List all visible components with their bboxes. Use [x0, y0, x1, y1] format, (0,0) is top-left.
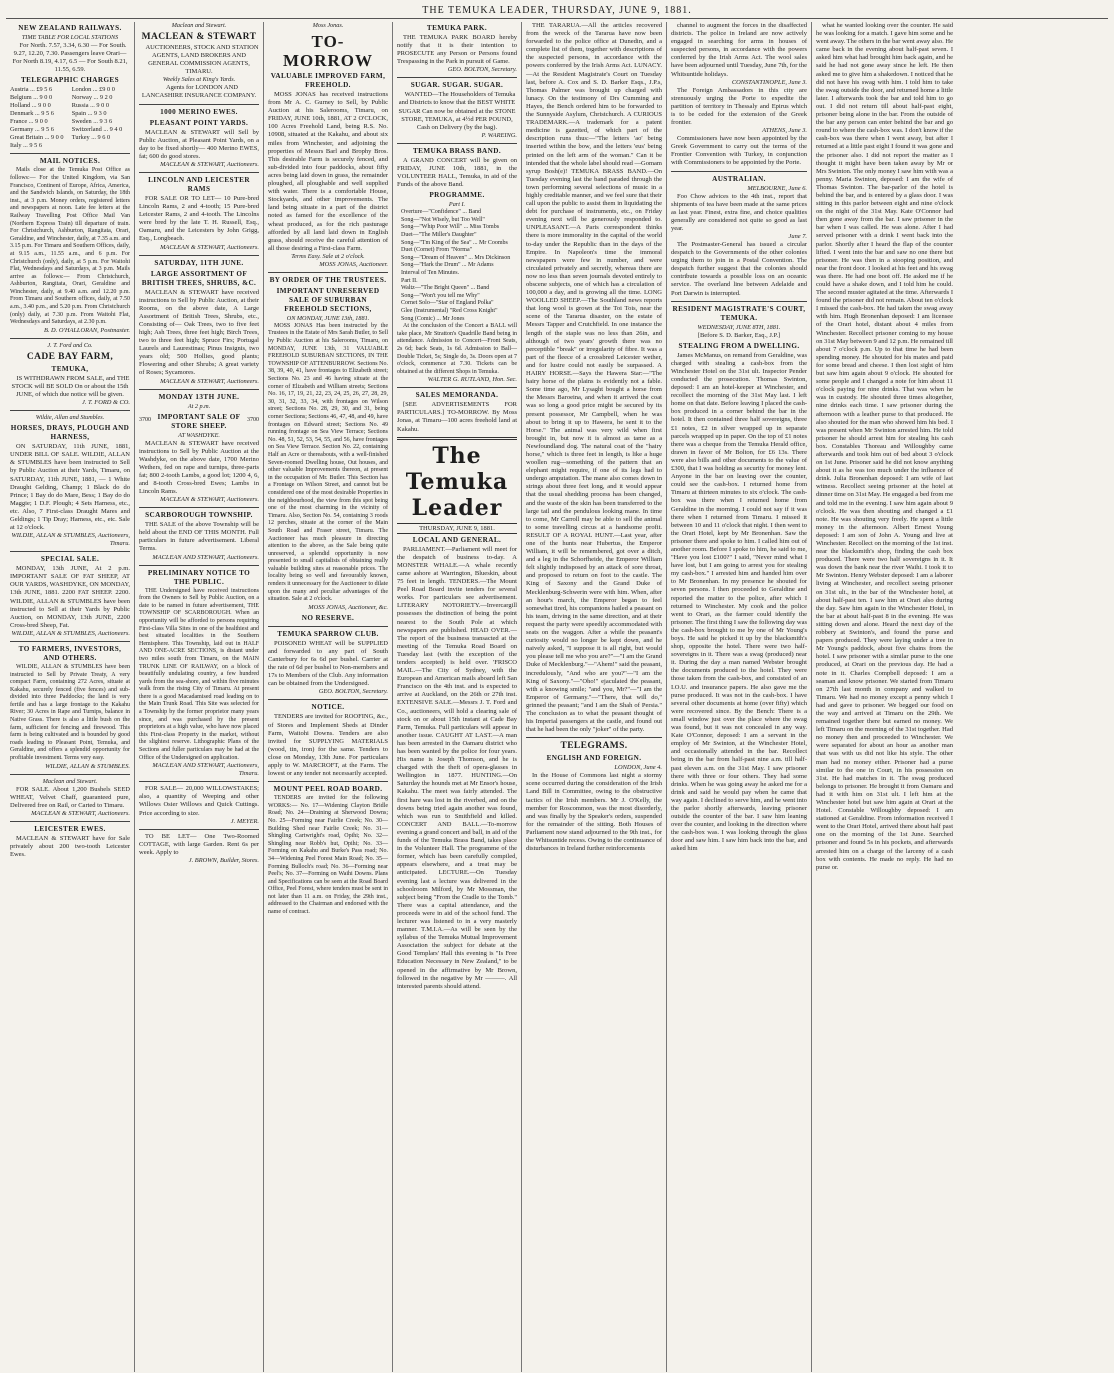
shrubs-text: MACLEAN & STEWART have received instructions to Sell by Public Auction, at their Rooms, on the above date, A Large Assortment of British Trees, Shrubs, etc., Consisting of— Oak Trees, two to five feet high; Ash Trees, three feet high; Birch Trees, two to three feet high; Spruce Firs; Portugal Laurels and Laurestinas; Pinus Insignis, two years old; 500 Hollies, good plants; Flowering and other Shrubs; A great variety of Roses; Sycamores. — [139, 288, 259, 377]
suburban-signature: MOSS JONAS, Auctioneer, &c. — [308, 603, 388, 611]
park-signature: GEO. BOLTON, Secretary. — [447, 66, 517, 74]
store-title: IMPORTANT SALE OF STORE SHEEP. — [157, 412, 241, 430]
saturday-title: SATURDAY, 11TH JUNE. — [154, 258, 244, 267]
telegraph-cell: London ... £9 0 0 — [71, 86, 115, 94]
merino-text: MACLEAN & STEWART will Sell by Public Auction, at Pleasant Point Yards, on a day to be fixed shortly— 400 Merino EWES, fat; 600 do good stores. — [139, 128, 259, 160]
program-list — [397, 209, 517, 323]
band-title: TEMUKA BRASS BAND. — [412, 146, 502, 155]
trustees-title: BY ORDER OF THE TRUSTEES. — [269, 275, 387, 284]
telegraph-cell — [72, 142, 130, 150]
telegraph-cell: Spain ... 9 3 0 — [71, 110, 107, 118]
willow-text: FOR SALE— 20,000 WILLOWSTAKES; also, a quantity of Weeping and other Willows Osier Willows and Quick Cuttings. Price according to size. — [139, 785, 259, 817]
telegraph-cell: Italy ... 9 5 6 — [10, 142, 43, 150]
athens-dateline: ATHENS, June 3. — [762, 127, 807, 135]
telegraph-row — [10, 102, 130, 110]
telegraph-cell: Austria ... £9 5 6 — [10, 86, 53, 94]
telegrams-title: TELEGRAMS. — [560, 741, 628, 752]
telegraph-cell: Denmark ... 9 5 6 — [10, 110, 54, 118]
col6-text: channel to augment the forces in the disaffected districts. The police in Ireland are now actively engaged in searching for arms in houses of suspected persons, in accordance with the powers conferred by the Irish Arms Act. The wool sales have been adjourned until Tuesday, June 7th, for the Whitsuntide holidays. — [671, 22, 807, 78]
column-6 — [667, 22, 812, 1372]
horses-title: HORSES, DRAYS, PLOUGH AND HARNESS, — [10, 424, 130, 442]
lincoln-text: FOR SALE OR TO LET— 10 Pure-bred Lincoln Rams, 2 and 4-tooth; 15 Pure-bred Leicester Rams, 2 and 4-tooth. The Lincolns were bred by the late T. H. Russell, Esq., Oamaru, and the Leicesters by John Grigg, Esq., Longbeach. — [139, 194, 259, 243]
notice-title: NOTICE. — [311, 703, 345, 712]
notice-text: TENDERS are invited for ROOFING, &c., of Stores and Implement Sheds at Dinder Farm, Waitohi Downs. Tenders are also invited for SUPPLYING MATERIALS (wood, tin, iron) for the same. Tenders to close on Monday, 13th June. For particulars apply to W. MARCROFT, at the Farm. The lowest or any tender not necessarily accepted. — [268, 713, 388, 778]
telegraph-row — [10, 134, 130, 142]
telegraph-cell: Switzerland ... 9 4 0 — [71, 126, 123, 134]
mail-title: MAIL NOTICES. — [39, 157, 101, 166]
cons-text: The Foreign Ambassadors in this city are strenuously urging the Porte to expedite the partition of territory in Thessaly and Epirus which is to be ceded for the extension of the Greek frontier. — [671, 86, 807, 127]
forsale-text: FOR SALE. About 1,200 Bushels SEED WHEAT, Velvet Chaff, guaranteed pure, Delivered free on Rail, or Carted to Timaru. — [10, 785, 130, 809]
fordco-head: J. T. Ford and Co. — [47, 341, 93, 349]
merino-title: 1000 MERINO EWES. — [160, 107, 238, 116]
lincoln-title: LINCOLN AND LEICESTER RAMS — [148, 175, 250, 193]
col3-head: Moss Jonas. — [312, 22, 344, 29]
program-item: Duet (Cornet) From "Norma" — [401, 247, 473, 254]
athens-text: Commissioners have now been appointed by the Greek Government to carry out the terms of the Frontier Convention with Turkey, in conjunction with Commissioners to be appointed by the Porte. — [671, 135, 807, 167]
mtpeel-title: MOUNT PEEL ROAD BOARD. — [273, 785, 383, 794]
club-signature: GEO. BOLTON, Secretary. — [318, 688, 388, 696]
shrubs-title: LARGE ASSORTMENT OF BRITISH TREES, SHRUBS, &C. — [141, 269, 257, 287]
washdyke: AT WASHDYKE. — [178, 431, 220, 439]
farm-text: MOSS JONAS has received instructions from Mr A. C. Gurney to Sell, by Public Auction at his Salerooms, Timaru, on FRIDAY, JUNE 10th, 1881, AT 2 O'CLOCK, 100 Acres Freehold Land, being R.S. No. 10908, situated at the Kakahu, and about six miles from Winchester, and adjoining the properties of Messrs Barl and Brophy Bros. This desirable Farm is securely fenced, and sub-divided into four paddocks, about fifty acres being laid down in grass, the remainder ploughed, all ploughable and well supplied with water. There is a comfortable House, Stockyards, and other improvements. The land being situate in a part of the district noted as famed for the excellence of the wheat produced, as for the rich pasturage afforded by all land laid down in English grass, should receive the careful attention of all those desiring a First-class Farm. — [268, 91, 388, 252]
columns — [6, 22, 1108, 1372]
mail-text: Mails close at the Temuka Post Office as follows:— For the United Kingdom, via San Francisco, Continent of Europe, Africa, America, and the Sandwich Islands, on Saturday, the 18th inst., at 3 p.m. Money orders, registered letters and newspapers at noon. Late fee letters at the Railway Travelling Post Office Mail Van (Northern Express Train) till departure of train. For Christchurch, Ashburton, Rangitata, Orari, Geraldine, and Winchester, daily, at 7.35 a.m. and 3.15 p.m. For Timaru and Southern Offices, daily, at 9.15 a.m., 11.55 a.m., and 6 p.m. For Christchurch (only), daily, at 5 p.m. For Waitohi Flat, Wednesdays and Saturdays, at 3 p.m. Mails arrive as follows:— From Christchurch, Ashburton, Rangitata, Orari, Geraldine and Winchester, daily, at 9.40 a.m. and 12.20 p.m. From Timaru and Southern offices, daily, at 7.50 a.m., 3.40 p.m., and 5.20 p.m. From Christchurch (only) daily, at 7.30 p.m. From Waitohi Flat, Wednesdays and Saturdays, at 2.30 p.m. — [10, 167, 130, 326]
mtpeel-text: TENDERS are invited for the following WORKS:— No. 17—Widening Clayton Bridle Road; No. 24—Draining at Sherwood Downs; No. 25—Forming near Fairlie Creek; No. 30—Building Shed near Fairlie Creek; No. 31—Shingling Cartwright's road, Opihi; No. 32—Shingling near Robb's hut, Opihi; No. 33—Forming on Kakahu and Burke's Pass road; No. 34—Widening Peel Forest Main Road; No. 35—Forming Bulloch's road; No. 36—Forming near Peel's; No. 37—Forming on Waihi Downs. Plans and Specifications can be seen at the Road Board Office, Peel Forest, where tenders must be sent in not later than 11 a.m. on Friday, the 29th inst., addressed to the Chairman and endorsed with the name of contract. — [268, 795, 388, 916]
park-text: THE TEMUKA PARK BOARD hereby notify that it is their intention to PROSECUTE any Person or Persons found Trespassing in the Park in pursuit of Game. — [397, 34, 517, 66]
park-title: TEMUKA PARK. — [426, 24, 488, 32]
program-item: Interval of Ten Minutes. — [401, 269, 460, 276]
scar-signature: MACLEAN AND STEWART, Auctioneers. — [152, 553, 259, 561]
merino-signature: MACLEAN & STEWART, Auctioneers. — [160, 160, 259, 168]
court-case: STEALING FROM A DWELLING. — [678, 341, 800, 350]
no-reserve: NO RESERVE. — [301, 613, 355, 622]
band-text: A GRAND CONCERT will be given on FRIDAY, JUNE 10th, 1881, in the VOLUNTEER HALL, Temuka, in aid of the Funds of the above Band. — [397, 156, 517, 189]
railways-sub: TIME TABLE FOR LOCAL STATIONS — [21, 34, 119, 41]
program-item: Song—"Whip Poor Will" ... Miss Tombs — [401, 224, 500, 231]
railways-title: NEW ZEALAND RAILWAYS. — [18, 24, 122, 32]
program-item: Song (Comic) ... Mr Jones — [401, 315, 465, 322]
prelim-signature: MACLEAN AND STEWART, Auctioneers, Timaru. — [152, 762, 259, 778]
forsale-signature: MACLEAN & STEWART, Auctioneers. — [31, 809, 130, 817]
program-item: Song—"Dream of Heaven" ... Mrs Dickinson — [401, 254, 511, 261]
program-item: Overture—"Confidence" ... Band — [401, 209, 482, 216]
tomorrow-title: TO-MORROW — [282, 32, 374, 70]
farm-signature: MOSS JONAS, Auctioneer. — [319, 260, 388, 268]
program-item: Cornet Solo—"Star of England Polka" — [401, 300, 494, 307]
column-2 — [135, 22, 264, 1372]
shrubs-signature: MACLEAN & STEWART, Auctioneers. — [160, 377, 259, 385]
sugar-text: WANTED—The Householders of Temuka and Districts to know that the BEST WHITE SUGAR Can now be obtained at the STONE STORE, TEMUKA, at 4½d PER POUND, Cash on Delivery (by the bag). — [398, 91, 516, 131]
court-date: WEDNESDAY, JUNE 8TH, 1881. — [697, 323, 781, 331]
leicester-title: LEICESTER EWES. — [34, 824, 106, 833]
farmers-title: TO FARMERS, INVESTORS, AND OTHERS. — [18, 644, 122, 662]
issue-date: THURSDAY, JUNE 9, 1881. — [397, 523, 517, 534]
australian-title: AUSTRALIAN. — [712, 174, 766, 183]
program-item: Song—"Hark the Drum" ... Mr Adams — [401, 262, 494, 269]
horses-text: ON SATURDAY, 11th JUNE, 1881, UNDER BILL OF SALE. WILDIE, ALLAN & STUMBLES have been instructed to Sell by Public Auction at their Yards, Timaru, on SATURDAY, 11th JUNE, 1881, — 1 White Draught Gelding, Champ; 1 Black do do Prince; 1 Bay do do Mare, Bess; 1 Bay do do Maggie; 1 D.F. Plough; 4 Sets Harness, etc., etc. Also, 7 First-class Draught Mares and Geldings; 1 Tip Dray; Harness, etc., etc. Sale at 12 o'clock. — [10, 443, 130, 532]
local-text: PARLIAMENT.—Parliament will meet for the despatch of business to-day. A MONSTER WHALE.—A whale recently came ashore at Warrington, Blueskin, about 75 feet in length. TENDERS.—The Mount Peel Road Board invite tenders for several works. For particulars see advertisement. LITERARY NOTORIETY.—Invercargill possesses the distinction of being the point nearest to the South Pole at which newspapers are published. HEAD OVER.—The report of the business transacted at the meeting of the Temuka Road Board on Tuesday last (with the exception of the tenders accepted) is held over. 'FRISCO MAIL.—The City of Sydney, with the European and American mails aboard left San Francisco on the 4th inst. and is expected to arrive at Auckland, on the 26th or 27th inst. EXTENSIVE SALE.—Messrs J. T. Ford and Co., auctioneers, will hold a clearing sale of stock on or about 15th instant at Cade Bay Farm, Temuka. Full particulars will appear in another issue. CAUGHT AT LAST.—A man has been arrested in the Oamaru district who has been wanted by the police for four years. His name is Joseph Thomson, and he is charged with the theft of opera-glasses in Wellington in 1877. HUNTING.—On Saturday the hounds met at Mr Ensor's house, Kakahu. The meet was fairly attended. The first hare was lost in the riverbed, and on the downs being tried again another was found, which was run to Smithfield and killed. CONCERT AND BALL.—To-morrow evening a grand concert and ball, in aid of the funds of the Temuka Brass Band, takes place in the Volunteer Hall. The programme of the former, which has been carefully compiled, appears elsewhere, and a treat may be anticipated. LECTURE.—On Tuesday evening last a lecture was delivered in the schoolroom Milford, by Mr Mossman, the subject being "From the Cradle to the Tomb." There was a capital attendance, and the proceeds were in aid of the school fund. The lecturer was listened to in a very masterly manner. T.M.I.A.—As will be seen by the syllabus of the Temuka Mutual Improvement Association the subject for debate at the Good Templars' Hall this evening is "Is Free Education Necessary in New Zealand," to be opened in the affirmative by Mr Brown, followed in the negative by Mr ———. All interested parents should attend. — [397, 545, 517, 990]
program-item: Duet—"The Miller's Daughter" — [401, 232, 477, 238]
farm-terms: Terms Easy. Sale at 2 o'clock. — [291, 252, 365, 260]
telegraph-cell: Germany ... 9 5 6 — [10, 126, 54, 134]
special-signature: WILDIE, ALLAN & STUMBLES, Auctioneers. — [11, 629, 130, 637]
railways-text: For North. 7.57, 3.34, 6.30 — For South. 9.27, 12.20, 7.30. Passengers leave Orari— For North 8.19, 4.17, 6.5 — For South 8.21, 11.55, 6.59. — [12, 42, 128, 74]
telegraph-row — [10, 118, 130, 126]
cade-signature: J. T. FORD & CO. — [82, 399, 130, 407]
cade-title: CADE BAY FARM, — [26, 351, 114, 362]
cade-sub: TEMUKA, — [51, 364, 89, 373]
cade-text: IS WITHDRAWN FROM SALE, and THE STOCK will BE SOLD On or about the 15th JUNE, of which due notice will be given. — [11, 374, 130, 399]
lincoln-signature: MACLEAN & STEWART, Auctioneers. — [160, 243, 259, 251]
sales-text: [SEE ADVERTISEMENTS FOR PARTICULARS.] TO-MORROW. By Moss Jonas, at Timaru—100 acres freehold land at Kakahu. — [397, 401, 517, 433]
club-text: POISONED WHEAT will be SUPPLIED and forwarded to any part of South Canterbury for 6s 6d per bushel. Carrier at the rate of 6d per bushel to Non-members and 17s to Members of the Club. Any information can be obtained from the Undersigned. — [268, 639, 388, 688]
horses-signature: WILDIE, ALLAN & STUMBLES, Auctioneers, Timaru. — [11, 532, 130, 548]
program-item: Song—"Not Wisely, but Too Well" — [401, 216, 485, 223]
court-before: [Before S. D. Barker, Esq., J.P.] — [697, 331, 781, 339]
special-title: SPECIAL SALE. — [40, 555, 100, 564]
store-heading-row — [139, 411, 259, 432]
column-1 — [6, 22, 135, 1372]
court-text: James McManus, on remand from Geraldine, was charged with stealing a cash-box from the Winchester Hotel on the 31st ult. Inspector Pender conducted the prosecution. Thomas Swinton, deposed: I am an hotel-keeper at Winchester, and recollect the morning of the 31st May last. I left home on that date. Before leaving I placed the cash-box produced in a corner behind the bar in the hotel. It then contained three half sovereigns, three £1 notes, £2 in silver wrapped up in separate parcels wrapped up in paper. On the top of £1 notes there was a cheque from the Temuka Herald office, drawn in favor of Mr Bolton, for £6 13s. There were also bills and other documents to the value of £300, that I was holding as security for money lent. Anyone in the bar on leaving over the counter, could see the cash-box. I returned home from Timaru at thirteen minutes to six o'clock. The cash-box was there when I returned home from Geraldine in the morning. I could not say if it was there when I returned from Timaru. I missed it between 10 and 11 o'clock that night. I then went to the Orari Hotel, kept by Mr Bronenhan. Saw the prisoner there and spoke to him. I called him out of another room. Before I spoke to him, he said to me, "Have you lost £100?" I said, "Never mind what I have lost, but I am going to arrest you for stealing my cash-box." I arrested him and handed him over to Mr Bronenhan. In my presence he shouted for seven persons. I then proceeded to Geraldine and reported the matter to the police, after which I returned to Winchester. My cook and the police went to Orari, as the farmer could identify the prisoner. The first thing I saw the following day was the cash-box brought to me by one of Mr Young's boys. He said he picked it up by the blacksmith's shop, opposite the hotel. There were two half-sovereigns in it. There was a swag (produced) near it. During the day a man named Webster brought the documents produced to the hotel. They were those taken from the cash-box, and consisted of an I.O.U. and insurance papers. He also gave me the purse produced. It was not in the cash-box. I have several other documents at home (over fifty) which were recovered since. By the Bench: There is a small window just over the place where the swag was found, but it was not concealed in any way. Kate O'Connor, deposed: I am a servant in the employ of Mr Swinton, at the Winchester Hotel, and occasionally attended in the bar. Recollect being in the bar from half-past nine a.m. till half-past eleven a.m. on the 31st May. I saw prisoner there with three or four others. They had some drinks. When he was going away he asked me for a drink and said he would pay when he came that way again. I declined to serve him, and he went into the parlor shortly afterwards, leaving prisoner outside the counter of the bar. I saw him leaning over the counter, and looking in the direction where the cash-box was. I was looking through the glass door and saw him. I saw him back into the bar, and asked him — [671, 351, 807, 853]
melbourne-dateline: MELBOURNE, June 6. — [747, 184, 807, 192]
tomorrow-sub: VALUABLE IMPROVED FARM, FREEHOLD. — [270, 72, 386, 89]
band-note: At the conclusion of the Concert a BALL will take place, Mr Stratton's Quadrille Band being in attendance. Admission to Concert—Front Seats, 2s 6d; back Seats, 1s 6d. Admission to Ball—Double Ticket, 5s; Single do, 3s. Doors open at 7 o'clock, commence at 7.30. Tickets can be obtained at the different Shops in Temuka. — [397, 323, 517, 375]
scar-text: THE SALE of the above Township will be held about the END OF THIS MONTH. Full particulars in future advertisement. Liberal Terms. — [139, 521, 259, 553]
sugar-signature: P. WAREING. — [481, 131, 517, 139]
masthead: The Temuka Leader — [405, 442, 509, 521]
telegraph-cell: Sweden ... 9 3 6 — [71, 118, 113, 126]
telegraph-row — [10, 94, 130, 102]
telegraph-cell: Belgium ... 9 0 0 — [10, 94, 53, 102]
monday-title: MONDAY 13TH JUNE. — [158, 392, 240, 401]
suburban-text: MOSS JONAS Has been instructed by the Trustees in the Estate of Mrs Sarah Butler, to Sell by Public Auction at his Salerooms, Timaru, on MONDAY, JUNE 13th, 31 VALUABLE FREEHOLD SUBURBAN SECTIONS, IN THE TOWNSHIP OF ATTENBURROW. Sections No. 38, 39, 40, 41, have frontages to Elizabeth street; Sections No. 23 and 46 having situate at the corner of Elizabeth and William streets; Sections No. 16, 17, 19, 21, 22, 23, 24, 25, 26, 27, 28, 29, 30, 31, 32, 33, 34, with frontages on Wilson street; Sections No. 28, 29, 30, and 31, being corner Sections; Sections 46, 47, 48, and 49, have frontages on Edward street; Sections No. 49 running frontage on Sea View Terrace; Sections No. 48, 51, 52, 53, 54, 55, and 56, have frontages on Sea View Terrace. Section No. 22, containing Half an Acre or thereabouts, with a well-finished Seven-roomed Dwelling house, Out houses, and other valuable Improvements thereon, at present in the occupation of Mr. Butler. This Section has a Frontage on Wilson Street, and cannot but be considered one of the most desirable Properties in the neighbourhood, the view from this spot being one of the most charming in the vicinity of Timaru. Also, Section No. 54, containing 3 roods 12 perches, situate at the corner of the Main South Road and Fraser street, Timaru. The Auctioneer has much pleasure in directing attention to the above, as the Sale being quite unreserved, a splendid opportunity is now presented to small capitalists of obtaining really valuable building sites at reasonable prices. The locality being so well and favourably known, renders it unnecessary for the Auctioneer to dilate upon the many and peculiar advantages of the situation. Sale at 2 o'clock. — [268, 322, 388, 603]
telegrams-text: In the House of Commons last night a stormy scene occurred during the consideration of the Irish Land Bill in Committee, owing to the obstructive tactics of the Irish members. Mr J. O'Kelly, the member for Roscommon, was the most disorderly, and was finally by the Speaker's orders, suspended for the remainder of the sitting. Both Houses of Parliament now stand adjourned to the 9th inst., for the Whitsuntide recess. Owing to the continuance of disturbances in Ireland further reinforcements — [526, 772, 662, 853]
telegraph-cell: Turkey ... 9 6 0 — [71, 134, 111, 142]
let-text: TO BE LET— One Two-Roomed COTTAGE, with large Garden. Rent 6s per week. Apply to — [139, 832, 259, 856]
melbourne-text: Foo Chow advices to the 4th inst., report that shipments of tea have been made at the same prices as last year. Finest, extra fine, and choice qualities generally are considered not quite so good as last year. — [671, 192, 807, 232]
june7-text: The Postmaster-General has issued a circular despatch to the Governments of the other colonies urging them to join in a Postal Convention. The despatch further suggest that the colonies should contribute towards a possible loss on an oceanic service. The overland line between Adelaide and Port Darwin is interrupted. — [671, 240, 807, 297]
suburban-title: IMPORTANT UNRESERVED SALE OF SUBURBAN FREEHOLD SECTIONS, — [276, 286, 380, 313]
running-head: THE TEMUKA LEADER, THURSDAY, JUNE 9, 1881. — [6, 4, 1108, 19]
col2-head: Maclean and Stewart. — [171, 22, 227, 29]
column-3 — [264, 22, 393, 1372]
willow-signature: J. MEYER. — [230, 817, 259, 825]
program-item: Part II. — [401, 277, 418, 284]
program-item: Song—"Tm King of the Sea" ... Mr Coombs — [401, 239, 508, 246]
column-4 — [393, 22, 522, 1372]
telegraph-cell: France ... 9 0 0 — [10, 118, 48, 126]
monday-time: At 2 p.m. — [187, 402, 211, 410]
scar-title: SCARBOROUGH TOWNSHIP. — [145, 511, 253, 520]
sugar-title: SUGAR. SUGAR. SUGAR. — [410, 81, 504, 90]
col7-text: what he wanted looking over the counter. He said he was looking for a match. I gave him some and he went away. The others in the bar went away also. He came back in the evening about half-past seven. I asked him what had brought him back again, and he said he had not gone away since he left. He then asked me to give him a shakedown. I noticed that he did not have his swag with him. I told him to take the swag outside the door, and returned home a little later. I afterwards took the bar and told him to go out. I did not return till about half-past eight, prisoner being alone in the bar. From the outside of the bar any person can enter behind the bar and go round to where the cash-box was. I don't know if the cash-box was there when I went away, but after I returned at a little past eight I found it was gone and the prisoner also. I did not report the matter as I thought it might have been taken away by Mr or Mrs Swinton. The only money I saw him with was a penny. Maria Swinton, deposed: I am the wife of Thomas Swinton. The bar-parlor of the hotel is behind the bar, and is entered by a glass door. I was sitting in this parlor between eight and nine o'clock on the night of the 31st May. Kate O'Connor had then gone away from the bar. I saw prisoner in the bar when I was called. He was alone. After I had served prisoner with a drink I went back into the parlor. Shortly after I heard the flap of the counter lifted. I went into the bar and saw no one there but prisoner. He was then in a stooping position, and near the front door. I looked at his feet and his swag was there. He had one boot off. He asked me if he could have a shake down, and I told him he could. The second muster agitated at the time. Afterwards I found the prisoner did not remain. About ten o'clock I missed the cash-box. He had taken the swag away with him. Hugh Bronenhan deposed: I am licensee of the Orari hotel, distant about 4 miles from Winchester. Recollect prisoner coming to my house on 31st May between 9 and 12 p.m. He remained till about 7 o'clock p.m. Up to that time he had been spending money. He shouted for his mates and paid for some bread and cheese. I then lost sight of him but saw him again about 9 o'clock. He shouted for some people and I changed a note for him about 11 o'clock paying for nine drinks. That was when he was in custody. He shouted three times altogether, nine drinks each time. I saw prisoner during the afternoon with a leather purse to that produced. He also shouted for the man who showed him his bed. I was present when Mr Swinton arrested him. He told prisoner he should arrest him for stealing his cash box. Constables Thoreau and Willoughby came afterwards and took him out of bed about 3 o'clock on 1st June. Prisoner said he did not know anything about it as he was too much under the influence of drink. Julia Bronenhan deposed: I am wife of last witness. Recollect seeing prisoner at the hotel at dinner time on 31st May. He engaged a bed from me and told me in the evening. I saw him again about 9 o'clock. He was then shouting and changed a £1 note. He was shouting very freely. He spent a little money in the afternoon. Albert Ernest Young deposed: I am son of John A. Young and live at Winchester. Recollect on the morning of the 1st inst. near the blacksmith's shop, finding the cash box produced. There were two half sovereigns in it. It was down the bank near the river Waihi. I took it to Mr Swinton. Henry Webster deposed: I am a laborer living at Winchester, and recollect seeing prisoner on 31st ult., in the bar of the Winchester hotel, at about half-past ten. I saw him at Orari also during the day. Saw him again in the Winchester Hotel, in the bar at about half-past 8 in the evening. He was sitting down and alone. Heard the next day of the robbery at Swinton's, and found the purse and papers produced. They were laying under a tree in Mr Young's paddock, about five chains from the hotel. I saw prisoner with a similar purse to the one produced, at Orari on the previous day. He had a note in it. Charles Compbell deposed: I am a seaman and know prisoner. We started from Timaru on 27th last month in company and walked to Timaru. We had no money except a penny which I had and gave to prisoner. We begged our food on the way and arrived at Timaru on the 29th. We remained together there but earned no money. We left Timaru on the morning of the 31st together. Had no money then and proceeded to Winchester. We were separated for about an hour as another man that was with us did not like his style. The other man had no money either. Prisoner had a purse similar to the one in Court, in his possession on 31st. He had matches in it. The swag produced belongs to prisoner. He brought it from Oamaru and had it with him on 31st ult. I left him at the Winchester hotel but saw him again at Orari at the Hotel. Constable Willoughby deposed: I am stationed at Geraldine. From information received I went to the Orari Hotel, arrived there about half past one on the morning of the 1st June. Searched prisoner and found 5s in his pockets, and afterwards arrested him on a charge of the larceny of a cash box with contents. He made no reply. He had no purse or. — [816, 22, 953, 871]
leicester-text: MACLEAN & STEWART have for Sale privately about 200 two-tooth Leicester Ewes. — [10, 834, 130, 859]
sales-title: SALES MEMORANDA. — [415, 391, 499, 400]
store-count-left: 3700 — [139, 417, 151, 424]
telegraph-cell: Russia ... 9 0 0 — [71, 102, 109, 110]
telegraph-row — [10, 110, 130, 118]
program-item: Glee (Instrumental) "Red Cross Knight" — [401, 307, 498, 314]
telegraph-title: TELEGRAPHIC CHARGES — [20, 76, 120, 85]
telegraph-row — [10, 86, 130, 94]
band-signature: WALTER G. RUTLAND, Hon. Sec. — [427, 376, 517, 384]
let-signature: J. BROWN, Builder, Stores. — [188, 856, 259, 864]
maclean-head: Maclean and Stewart. — [42, 777, 98, 785]
column-5 — [522, 22, 667, 1372]
program-part1: Part I. — [448, 201, 466, 209]
program-item: Waltz—"The Bright Queen" ... Band — [401, 285, 490, 292]
telegraph-row — [10, 126, 130, 134]
court-title: RESIDENT MAGISTRATE'S COURT, TEMUKA. — [672, 304, 806, 322]
suburban-date: ON MONDAY, JUNE 13th, 1881. — [286, 314, 370, 322]
farmers-signature: WILDIE, ALLAN & STUMBLES. — [45, 762, 130, 770]
telegraph-row — [10, 142, 130, 150]
firm-agents: Agents for LONDON AND LANCASHIRE INSURANCE COMPANY. — [141, 84, 257, 100]
cons-dateline: CONSTANTINOPLE, June 3. — [731, 78, 807, 86]
prelim-text: THE Undersigned have received instructions from the Owners to Sell by Public Auction, on a date to be named in future advertisement, THE TOWNSHIP OF SCARBOROUGH. When an opportunity will be afforded to persons requiring First-class Villa Sites in one of the healthiest and best situated localities in the Southern Hemisphere. This Township, laid out in HALF AND ONE-ACRE SECTIONS, is distant under two miles south from Timaru, on the MAIN TRUNK LINE OF RAILWAY, on a block of beautifully undulating country, a few hundred yards from the sea-shore, and within five minutes walk from the rising City of Timaru. At present there is a good Macadamised road leading on to the Main Trunk Road. This Site was selected for a Township by the former proprietor many years since, and was purchased by the present proprietors at a high value, who have now placed this First-class Property in the market, without the slightest reserve. Lithographic Plans of the Sections and fuller particulars may be had at the Office of the Undersigned on application. — [139, 587, 259, 761]
telegraph-cell: Great Britain ... 9 0 0 — [10, 134, 64, 142]
telegraph-cell: Norway ... 9 2 0 — [71, 94, 113, 102]
col5-text: THE TARARUA.—All the articles recovered from the wreck of the Tararua have now been forwarded to the police office at Dunedin, and a complete list of them, together with descriptions of the suspected persons, in accordance with the powers conferred by the Irish Arms Act. LUNACY.—At the Resident Magistrate's Court on Tuesday last, before A. Cox and S. D. Barker Esqs., J.P.s, Thomas Palmer was brought up charged with lunacy. On the testimony of Drs Cumming and Hayes, the Bench ordered him to be forwarded to the Sunnyside Asylum, Christchurch. A CURIOUS TRADEMARK.—A trademark for a patent medicine is gazetted, of which part of the description runs thus:—"The letters 'ao' being inserted within the bow, and the letters 'eus' being printed on the left arm of the woman." Can it be intended that the whole label should read —Gomam syrup Bosh(e)! TEMUKA BRASS BAND.—On Tuesday evening last the band paraded through the town performing several selections of music in a highly creditable manner, and we feel sure that their call upon the public to assist them in liquidating the debt for purchase of instruments, etc., on Friday evening next will be generously responded to. UNPLEASANT.—A Paris correspondent thinks there is more immorality in the capital of the world to-day under the Republic than in the days of the Empire. In Napoleon's time the immoral newspapers were few in number, and were circulated privately and secretly, whereas there are now no less than seven journals devoted entirely to obscene subjects, one of which has a circulation of 100,000 a day, and is growing all the time. LONG WOOLLED SHEEP.—The Southland news reports that long wool is grown at the Toi Tois, near the scene of the Tararua disaster, on the estate of Messrs Tapper and Crutchfield. In one instance the length of the staple was no less than 26in, and although of two years' growth there was no perceptible "break" or irregularity of fibre. It was a part of the fleece of a crossbred Leicester wether, and for lustre could not easily be surpassed. A HAIRY HORSE.—Says the Hawera Star:—"The hairy horse of the plains is evidently not a fable. Some time ago, Mr Lysaght bought a horse from the Messrs Baroeina, and when it arrived the coat was so long a good price might be secured by its present possessor, Mr Campbell, when he was about to bring it up to Hawera, he sent it to the Horse." The animal was very wild when first brought in, but now it is almost as tame as a Newfoundland dog. The natural coat of the "hairy horse," which is three feet in length, is like a huge woollen rug—something of the pattern that an elephant might require, if one of its legs had to undergo amputation. The mane also comes down in strings about three feet long, and it would appear that the usual shedding process has been changed, and the waste of the skin has been transferred to the large tail and the pendulous looking mane. In time to come, Mr Carroll may be able to sell the animal to some travelling circus at a handsome profit. RESULT OF A ROYAL HUNT.—Last year, after one of the hunts near Hubertus, the Emperor William, it will be remembered, got over a ditch, and a leg in the Schorfheide, the Emperor William felt slightly indisposed by an attack of sore throat, and proposed to return on foot to the castle. The King of Saxony and the Grand Duke of Mecklenburg-Schwerin were with him. When, after an hour's march, the Emperor began to feel somewhat tired, his companions hailed a peasant on his team, driving in the same direction, and at their request the party were speedily accommodated with seats on the waggon. After a while the peasant's curiosity would no longer be kept down, and he naively asked, "I suppose it is all right, but would you please tell me who you are?"—"I am the Grand Duke of Mecklenburg."—"Ahem!" said the peasant, incredulously, "And who are you?"—"I am the King of Saxony."—"Oho!" ejaculated the peasant, with a knowing smile; "and you, Mr?"—"I am the Emperor of Germany."—"There, that will do," grinned the peasant; "and I am the Shah of Persia." The conclusion as to what the peasant thought of his Imperial passengers at the castle, and found out that he had been the only "joker" of the party. — [526, 22, 662, 734]
prelim-title: PRELIMINARY NOTICE TO THE PUBLIC. — [147, 568, 251, 586]
store-signature: MACLEAN & STEWART, Auctioneers. — [160, 496, 259, 504]
store-text: MACLEAN & STEWART have received instructions to Sell by Public Auction at the Washdyke, on the above date, 1700 Merino Wethers, fed on rape and turnips, three-parts fat; 800 2-tooth Lambs, a good lot; 1200 4, 6, and 8-tooth Cross-bred Ewes; Lambs in Lincoln Rams. — [139, 439, 259, 496]
telegraph-cell: Holland ... 9 0 0 — [10, 102, 51, 110]
telegrams-dateline: LONDON, June 4. — [614, 764, 662, 772]
store-count-right: 3700 — [247, 417, 259, 424]
telegraph-table — [10, 86, 130, 150]
firm-sales: Weekly Sales at King's Yards. — [162, 76, 236, 84]
telegrams-sub: ENGLISH AND FOREIGN. — [546, 754, 642, 763]
wildie-head: Wildie, Allan and Stumbles. — [35, 414, 105, 422]
firm-text: AUCTIONEERS, STOCK AND STATION AGENTS, LAND BROKERS AND GENERAL COMMISSION AGENTS, TIMARU. — [145, 44, 259, 76]
column-7 — [812, 22, 957, 1372]
firm-title: MACLEAN & STEWART — [141, 32, 257, 42]
club-title: TEMUKA SPARROW CLUB. — [277, 629, 379, 638]
mail-signature: B. D. O'HALLORAN, Postmaster. — [43, 326, 130, 334]
pleasant-title: PLEASANT POINT YARDS. — [149, 118, 249, 127]
farmers-text: WILDIE, ALLAN & STUMBLES have been instructed to Sell by Private Treaty, A very compact Farm, containing 272 Acres, situate at Kakahu, securely fenced (five fences) and sub-divided into three Paddocks; the land is very fertile and has a large frontage to the Kakahu River; 30 Acres in Rape and Turnips, balance in Native Grass. There is also a little bush on the farm, sufficient for fencing and firewood. This farm is being cultivated and is bounded by good roads leading to Pleasant Point, Temuka, and Geraldine, and offers a splendid opportunity for profitable investment. Terms very easy. — [10, 663, 130, 762]
program-title: PROGRAMME. — [429, 191, 485, 200]
local-title: LOCAL AND GENERAL. — [412, 535, 502, 544]
program-item: Song—"Won't you tell me Why" — [401, 292, 480, 299]
special-text: MONDAY, 13th JUNE, At 2 p.m. IMPORTANT SALE OF FAT SHEEP, AT OUR YARDS, WASHDYKE, ON MONDAY, 13th JUNE, 1881. 2200 FAT SHEEP. 2200. WILDIE, ALLAN & STUMBLES have been instructed to Sell at their Yards by Public Auction, on MONDAY, 13th JUNE, 2200 Cross-bred Sheep, Fat. — [10, 565, 130, 629]
june7-dateline: June 7. — [788, 232, 807, 240]
